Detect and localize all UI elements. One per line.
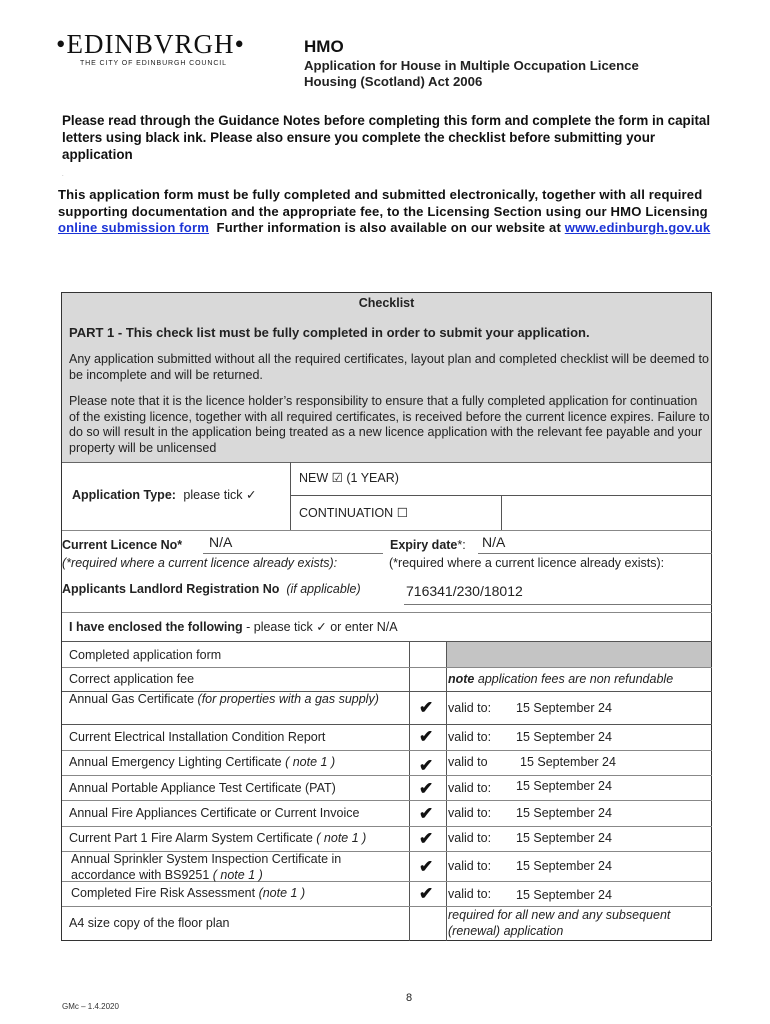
landlord-registration-label xyxy=(62,582,361,598)
online-submission-link[interactable]: online submission form xyxy=(58,220,209,235)
valid-to-label: valid to: xyxy=(448,887,492,901)
item-fire-alarm: Current Part 1 Fire Alarm System Certificate ( note 1 ) xyxy=(69,831,367,845)
item-fire-risk-assessment: Completed Fire Risk Assessment (note 1 ) xyxy=(71,886,306,900)
tick-cell-application-fee[interactable] xyxy=(410,668,446,691)
tick-icon[interactable]: ✔ xyxy=(419,727,434,746)
valid-date-fire-appliances[interactable]: 15 September 24 xyxy=(516,806,612,820)
valid-to-label: valid to: xyxy=(448,806,492,820)
submission-mid: Further information is also available on our website at xyxy=(208,220,565,235)
fee-note-bold: note xyxy=(448,672,475,686)
item-electrical-report: Current Electrical Installation Condition Report xyxy=(69,730,326,744)
submission-pre: This application form must be fully completed and submitted electronically, together with all required supporting documentation and the appropriate fee, to the Licensing Section using our HMO Licensing xyxy=(58,187,708,219)
expiry-date-field[interactable]: N/A xyxy=(482,534,506,550)
responsibility-note: Please note that it is the licence holder’s responsibility to ensure that a fully completed application for continuation of the existing licence, together with all required certificates, is received before the current licence expires. Failure to do so will result in the application being treated as a new licence application with the relevant fee payable and your property will be unlicensed xyxy=(69,394,710,455)
enclosed-header xyxy=(69,620,398,636)
fee-note xyxy=(448,672,673,688)
tick-cell-floor-plan[interactable] xyxy=(410,907,446,940)
current-licence-label: Current Licence No* xyxy=(62,538,183,552)
page-title: HMO xyxy=(304,37,344,56)
continuation-checkbox-icon[interactable]: ☐ xyxy=(396,506,408,520)
application-type-hint: please tick ✓ xyxy=(183,488,257,502)
checklist-title: Checklist xyxy=(358,296,415,310)
enclosed-header-bold: I have enclosed the following xyxy=(69,620,243,634)
tick-icon[interactable]: ✔ xyxy=(419,829,434,848)
new-checkbox-checked-icon[interactable]: ☑ xyxy=(331,471,343,485)
item-application-fee: Correct application fee xyxy=(69,672,195,686)
application-type-title: Application Type: xyxy=(72,488,176,502)
footer-reference: GMc – 1.4.2020 xyxy=(62,1002,119,1011)
expiry-date-label xyxy=(390,538,466,554)
valid-date-fire-alarm[interactable]: 15 September 24 xyxy=(516,831,612,845)
part1-heading: PART 1 - This check list must be fully completed in order to submit your application. xyxy=(69,325,590,340)
valid-to-label: valid to: xyxy=(448,781,492,795)
fee-note-text: application fees are non refundable xyxy=(474,672,674,686)
shaded-cell xyxy=(447,642,711,667)
tick-icon[interactable]: ✔ xyxy=(419,698,434,717)
edinburgh-logo: •EDINBVRGH• xyxy=(56,29,245,59)
tick-cell-application-form[interactable] xyxy=(410,642,446,667)
expiry-label-text: Expiry date xyxy=(390,538,458,552)
landlord-label-text: Applicants Landlord Registration No xyxy=(62,582,280,596)
subtitle-line-2: Housing (Scotland) Act 2006 xyxy=(304,74,483,89)
item-sprinkler-certificate: Annual Sprinkler System Inspection Certificate in accordance with BS9251 ( note 1 ) xyxy=(71,852,342,882)
application-type-label xyxy=(72,488,256,504)
enclosed-header-rest: - please tick ✓ or enter N/A xyxy=(242,620,398,634)
website-link[interactable]: www.edinburgh.gov.uk xyxy=(564,220,711,235)
tick-icon[interactable]: ✔ xyxy=(419,756,434,775)
tick-icon[interactable]: ✔ xyxy=(419,884,434,903)
valid-date-electrical[interactable]: 15 September 24 xyxy=(516,730,612,744)
stray-dot: . xyxy=(62,172,64,178)
valid-to-label: valid to: xyxy=(448,730,492,744)
subtitle-line-1: Application for House in Multiple Occupation Licence xyxy=(304,58,639,73)
tick-icon[interactable]: ✔ xyxy=(419,857,434,876)
logo-subtitle: THE CITY OF EDINBURGH COUNCIL xyxy=(80,60,227,67)
valid-to-label: valid to xyxy=(448,755,488,769)
valid-to-label: valid to: xyxy=(448,831,492,845)
valid-date-emergency-lighting[interactable]: 15 September 24 xyxy=(520,755,616,769)
tick-icon[interactable]: ✔ xyxy=(419,804,434,823)
item-application-form: Completed application form xyxy=(69,648,222,662)
floor-plan-note: required for all new and any subsequent (renewal) application xyxy=(448,908,671,938)
expiry-date-note: (*required where a current licence already exists): xyxy=(389,556,665,570)
current-licence-field[interactable]: N/A xyxy=(209,534,233,550)
new-suffix: (1 YEAR) xyxy=(346,471,399,485)
valid-date-fire-risk[interactable]: 15 September 24 xyxy=(516,888,612,902)
guidance-text: Please read through the Guidance Notes before completing this form and complete the form in capital letters using black ink. Please also ensure you complete the checklist before submitting your application xyxy=(62,113,711,162)
valid-date-sprinkler[interactable]: 15 September 24 xyxy=(516,859,612,873)
page-number: 8 xyxy=(406,992,413,1004)
current-licence-note: (*required where a current licence already exists): xyxy=(62,556,338,570)
tick-icon[interactable]: ✔ xyxy=(419,779,434,798)
item-emergency-lighting: Annual Emergency Lighting Certificate ( note 1 ) xyxy=(69,755,336,769)
landlord-registration-field[interactable]: 716341/230/18012 xyxy=(406,583,523,599)
item-pat-certificate: Annual Portable Appliance Test Certificate (PAT) xyxy=(69,781,336,795)
valid-date-pat[interactable]: 15 September 24 xyxy=(516,779,612,793)
option-continuation[interactable] xyxy=(299,506,408,522)
landlord-hint: (if applicable) xyxy=(286,582,361,596)
incomplete-warning: Any application submitted without all the required certificates, layout plan and completed checklist will be deemed to be incomplete and will be returned. xyxy=(69,352,709,382)
item-fire-appliances: Annual Fire Appliances Certificate or Current Invoice xyxy=(69,806,360,820)
item-gas-certificate: Annual Gas Certificate (for properties with a gas supply) xyxy=(69,692,379,706)
expiry-star: *: xyxy=(457,538,466,552)
submission-text xyxy=(58,187,728,237)
valid-to-label: valid to: xyxy=(448,701,492,715)
continuation-label: CONTINUATION xyxy=(299,506,394,520)
page-subtitle xyxy=(304,58,639,90)
option-new[interactable] xyxy=(299,471,399,487)
valid-date-gas[interactable]: 15 September 24 xyxy=(516,701,612,715)
item-floor-plan: A4 size copy of the floor plan xyxy=(69,916,230,930)
valid-to-label: valid to: xyxy=(448,859,492,873)
new-label: NEW xyxy=(299,471,329,485)
